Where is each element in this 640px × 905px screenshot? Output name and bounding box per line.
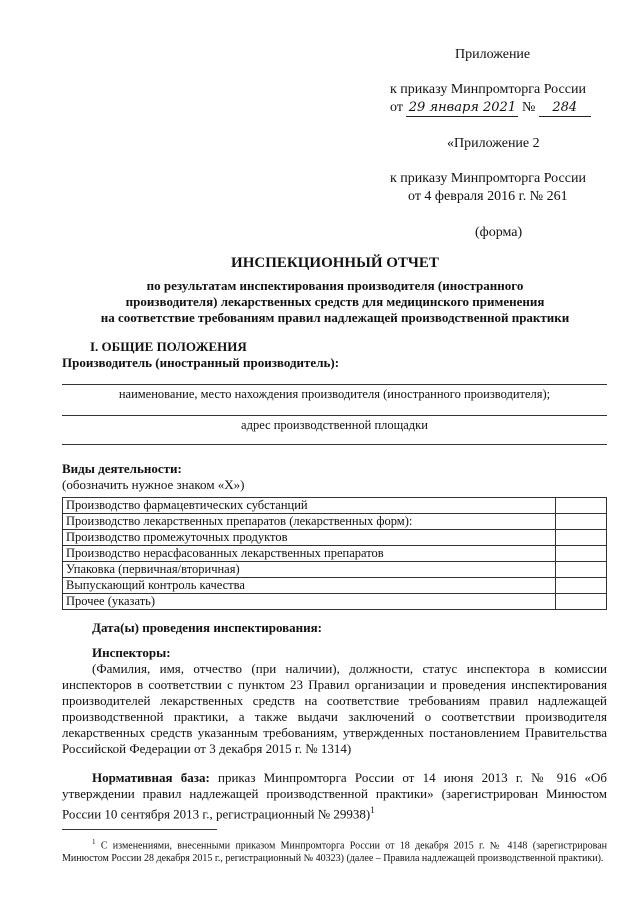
table-row [63, 514, 607, 530]
footnote-mark: 1 [92, 838, 96, 846]
activity-label: Упаковка (первичная/вторичная) [63, 562, 556, 578]
table-row [63, 530, 607, 546]
producer-name-line [62, 384, 607, 385]
activity-checkbox[interactable] [556, 498, 607, 514]
table-row [63, 594, 607, 610]
inspection-dates-label: Дата(ы) проведения инспектирования: [92, 620, 322, 635]
activity-checkbox[interactable] [556, 594, 607, 610]
handwritten-date: 29 января 2021 [406, 99, 518, 117]
producer-address-line [62, 415, 607, 416]
section-heading: I. ОБЩИЕ ПОЛОЖЕНИЯ [90, 339, 247, 354]
handwritten-number: 284 [539, 99, 591, 117]
activities-table [62, 497, 607, 610]
footnote-separator [62, 829, 217, 830]
activity-label: Производство нерасфасованных лекарственных препаратов [63, 546, 556, 562]
footnote [62, 836, 607, 865]
producer-label: Производитель (иностранный производитель): [62, 355, 340, 370]
subtitle-line-2: производителя) лекарственных средств для медицинского применения [125, 294, 545, 309]
report-subtitle [60, 278, 610, 326]
footnote-reference: 1 [370, 805, 375, 815]
activity-checkbox[interactable] [556, 578, 607, 594]
normative-text: приказ Минпромторга России от 14 июня 2013 г. № 916 «Об утверждении правил надлежащей производственной практики» (зарегистрирован Минюстом России 10 сентября 2013 г., регистрационный № 29938) [62, 770, 608, 822]
table-row [63, 562, 607, 578]
activity-label: Производство промежуточных продуктов [63, 530, 556, 546]
activity-checkbox[interactable] [556, 562, 607, 578]
activity-label: Прочее (указать) [63, 594, 556, 610]
footnote-text: С изменениями, внесенными приказом Минпромторга России от 18 декабря 2015 г. № 4148 (зарегистрирован Минюстом России 28 декабря 2015 г., регистрационный № 40323) (далее – Правила надлежащей производственной практики). [62, 840, 608, 865]
activity-checkbox[interactable] [556, 530, 607, 546]
inspectors-label: Инспекторы: [92, 645, 171, 660]
order-date-2: от 4 февраля 2016 г. № 261 [408, 189, 568, 204]
inspectors-description: (Фамилия, имя, отчество (при наличии), должности, статус инспектора в комиссии инспекторов в соответствии с пунктом 23 Правил организации и проведения инспектирования производителей лекарственных средств на соответствие требованиям правил надлежащей производственной практики, а также выдачи заключений о соответствии производителя лекарственных средств указанным требованиям, утвержденных постановлением Правительства Российской Федерации от 3 декабря 2015 г. № 1314) [62, 661, 607, 756]
producer-address-caption: адрес производственной площадки [241, 418, 428, 432]
normative-label: Нормативная база: [92, 770, 210, 785]
activity-label: Производство фармацевтических субстанций [63, 498, 556, 514]
form-label: (форма) [475, 225, 523, 240]
appendix-label: Приложение [455, 47, 531, 62]
number-sign: № [521, 100, 536, 115]
activity-label: Выпускающий контроль качества [63, 578, 556, 594]
subtitle-line-3: на соответствие требованиям правил надлежащей производственной практики [100, 310, 570, 325]
activities-heading: Виды деятельности: [62, 461, 182, 476]
order-line-2: к приказу Минпромторга России [390, 171, 586, 186]
normative-base [62, 770, 607, 822]
date-prefix: от [390, 100, 403, 115]
order-date-line [390, 99, 591, 117]
activities-hint: (обозначить нужное знаком «X») [62, 477, 245, 492]
order-line: к приказу Минпромторга России [390, 82, 586, 97]
table-row [63, 498, 607, 514]
table-row [63, 546, 607, 562]
producer-name-caption: наименование, место нахождения производителя (иностранного производителя); [118, 387, 551, 401]
activity-label: Производство лекарственных препаратов (лекарственных форм): [63, 514, 556, 530]
activity-checkbox[interactable] [556, 546, 607, 562]
subtitle-line-1: по результатам инспектирования производителя (иностранного [146, 278, 524, 293]
table-row [63, 578, 607, 594]
appendix2-label: «Приложение 2 [447, 136, 540, 151]
report-title: ИНСПЕКЦИОННЫЙ ОТЧЕТ [231, 255, 439, 271]
separator-line [62, 444, 607, 445]
activity-checkbox[interactable] [556, 514, 607, 530]
